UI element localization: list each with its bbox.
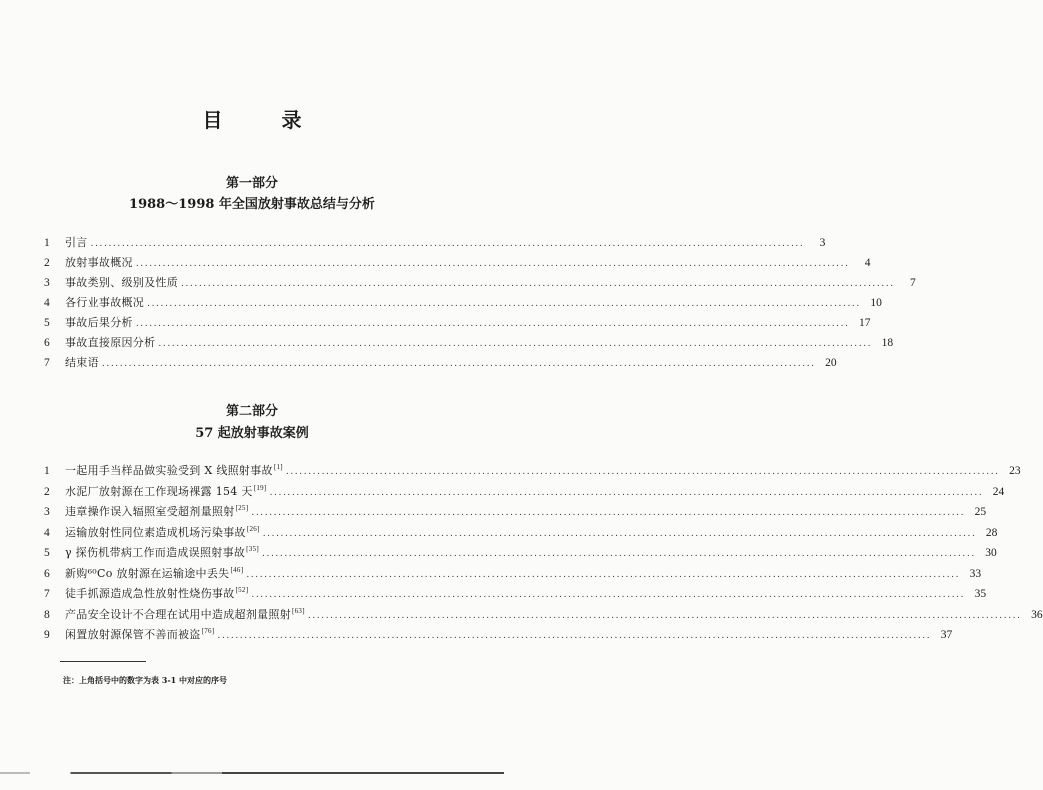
toc-entry-page-number: 30 — [985, 547, 997, 559]
toc-entry[interactable] — [44, 274, 916, 292]
toc-entry[interactable] — [44, 354, 837, 372]
toc-entry-reference: [63] — [292, 606, 305, 615]
part1-subtitle: 1988～1998 年全国放射事故总结与分析 — [129, 197, 375, 212]
toc-entry-number: 8 — [44, 608, 50, 621]
toc-dot-leader: ................................................................................................................................................................ — [262, 549, 976, 559]
toc-entry-title — [65, 354, 99, 370]
toc-entry-number: 3 — [44, 277, 50, 289]
toc-entry-title — [65, 314, 133, 330]
toc-entry-page-number: 3 — [819, 237, 826, 249]
toc-entry-number: 7 — [44, 588, 50, 600]
toc-entry-title — [65, 524, 260, 540]
toc-entry-title-text: 产品安全设计不合理在试用中造成超剂量照射 — [65, 607, 291, 621]
toc-entry-title-text: 水泥厂放射源在工作现场裸露 154 天 — [65, 484, 253, 498]
toc-entry-page-number: 33 — [969, 567, 982, 580]
toc-entry-reference: [52] — [235, 586, 249, 594]
toc-dot-leader: ................................................................................................................................................................ — [269, 487, 984, 498]
toc-entry-title-text: 闲置放射源保管不善而被盗 — [65, 628, 201, 641]
toc-entry-title-text: 新购⁶⁰Co 放射源在运输途中丢失 — [65, 566, 230, 580]
toc-entry-title-text: 一起用手当样品做实验受到 X 线照射事故 — [65, 464, 273, 477]
toc-entry-number: 5 — [44, 547, 50, 559]
toc-entry-number: 6 — [44, 567, 50, 580]
toc-entry-title-text: 结束语 — [65, 356, 99, 369]
toc-entry-title — [65, 565, 243, 581]
part1-heading: 第一部分 — [225, 176, 278, 191]
toc-entry-title — [65, 503, 248, 519]
toc-entry-title-text: 引言 — [65, 236, 88, 249]
toc-entry[interactable] — [44, 462, 1021, 480]
toc-entry-reference: [19] — [253, 483, 267, 492]
toc-entry-number: 4 — [44, 526, 50, 539]
toc-entry-title — [65, 483, 267, 499]
toc-entry[interactable] — [44, 585, 987, 603]
toc-entry-page-number: 23 — [1009, 465, 1021, 477]
toc-dot-leader: ................................................................................................................................................................ — [135, 319, 850, 329]
toc-dot-leader: ................................................................................................................................................................ — [101, 359, 816, 369]
toc-entry-reference: [26] — [246, 524, 260, 533]
toc-entry[interactable] — [44, 524, 998, 542]
toc-entry-title — [65, 234, 88, 250]
toc-entry-number: 1 — [44, 237, 50, 249]
toc-entry-title-text: 徒手抓源造成急性放射性烧伤事故 — [65, 587, 235, 600]
toc-entry-page-number: 17 — [859, 317, 871, 329]
toc-entry-reference: [25] — [235, 504, 249, 512]
toc-entry-title — [65, 294, 144, 310]
footnote-rule — [60, 661, 146, 662]
toc-entry-page-number: 7 — [909, 277, 916, 289]
toc-entry-number: 1 — [44, 465, 50, 477]
toc-entry-reference: [35] — [246, 545, 260, 553]
toc-dot-leader: ................................................................................................................................................................ — [285, 467, 1000, 477]
toc-entry-title-text: 事故后果分析 — [65, 316, 133, 329]
part2-heading: 第二部分 — [225, 404, 278, 419]
toc-entry[interactable] — [44, 626, 953, 644]
scan-edge-line — [0, 772, 504, 774]
toc-entry-number: 2 — [44, 257, 50, 269]
toc-dot-leader: ................................................................................................................................................................ — [251, 508, 966, 518]
toc-dot-leader: ................................................................................................................................................................ — [90, 239, 805, 249]
toc-entry-title-text: 运输放射性同位素造成机场污染事故 — [65, 525, 246, 539]
toc-dot-leader: ................................................................................................................................................................ — [181, 279, 895, 289]
toc-entry[interactable] — [44, 544, 997, 562]
toc-entry-page-number: 4 — [864, 257, 871, 269]
toc-entry-page-number: 36 — [1031, 608, 1043, 621]
toc-entry-reference: [1] — [273, 463, 283, 471]
toc-entry-title — [65, 544, 259, 560]
toc-entry-title-text: 各行业事故概况 — [65, 296, 145, 309]
toc-entry[interactable] — [44, 234, 826, 252]
toc-entry-page-number: 18 — [881, 337, 894, 349]
toc-entry-page-number: 20 — [825, 357, 837, 369]
toc-entry-title-text: γ 探伤机带病工作而造成误照射事故 — [65, 546, 246, 559]
toc-dot-leader: ................................................................................................................................................................ — [307, 610, 1022, 621]
toc-dot-leader: ................................................................................................................................................................ — [158, 339, 873, 349]
toc-entry[interactable] — [44, 254, 871, 272]
page-title: 目 录 — [202, 108, 328, 132]
toc-entry-title — [65, 606, 305, 622]
toc-entry-title — [65, 274, 178, 290]
toc-entry[interactable] — [44, 503, 987, 521]
toc-entry-page-number: 25 — [974, 506, 987, 518]
toc-entry-page-number: 10 — [870, 297, 882, 309]
toc-dot-leader: ................................................................................................................................................................ — [135, 259, 850, 269]
toc-dot-leader: ................................................................................................................................................................ — [262, 528, 977, 539]
footnote: 注：上角括号中的数字为表 3-1 中对应的序号 — [63, 675, 228, 685]
toc-dot-leader: ................................................................................................................................................................ — [251, 590, 966, 600]
toc-entry-page-number: 37 — [940, 629, 953, 641]
toc-entry[interactable] — [44, 334, 894, 352]
toc-entry-title — [65, 254, 133, 270]
toc-entry-number: 7 — [44, 357, 50, 369]
toc-entry-title — [65, 334, 155, 350]
toc-entry-reference: [76] — [201, 627, 215, 635]
toc-entry-page-number: 24 — [992, 485, 1005, 498]
toc-entry-page-number: 28 — [985, 526, 998, 539]
toc-entry-number: 2 — [44, 485, 50, 498]
toc-entry-title-text: 违章操作误入辐照室受超剂量照射 — [65, 505, 235, 518]
toc-entry-reference: [46] — [230, 565, 244, 574]
toc-dot-leader: ................................................................................................................................................................ — [246, 569, 961, 580]
toc-entry-title-text: 放射事故概况 — [65, 256, 133, 269]
toc-entry[interactable] — [44, 314, 871, 332]
toc-entry-title-text: 事故直接原因分析 — [65, 336, 156, 349]
toc-entry[interactable] — [44, 294, 882, 312]
toc-dot-leader: ................................................................................................................................................................ — [217, 631, 932, 641]
toc-entry-number: 4 — [44, 297, 50, 309]
toc-entry-number: 9 — [44, 629, 50, 641]
toc-entry-number: 5 — [44, 317, 50, 329]
toc-dot-leader: ................................................................................................................................................................ — [147, 299, 861, 309]
toc-entry-title-text: 事故类别、级别及性质 — [65, 276, 178, 289]
toc-entry[interactable] — [44, 606, 1043, 624]
toc-entry-page-number: 35 — [974, 588, 987, 600]
toc-entry-number: 3 — [44, 506, 50, 518]
toc-entry[interactable] — [44, 565, 982, 583]
toc-entry-title — [65, 585, 248, 601]
toc-entry-title — [65, 462, 283, 478]
toc-entry-title — [65, 626, 214, 642]
toc-entry-number: 6 — [44, 337, 50, 349]
toc-entry[interactable] — [44, 483, 1005, 501]
part2-subtitle: 57 起放射事故案例 — [195, 426, 309, 441]
